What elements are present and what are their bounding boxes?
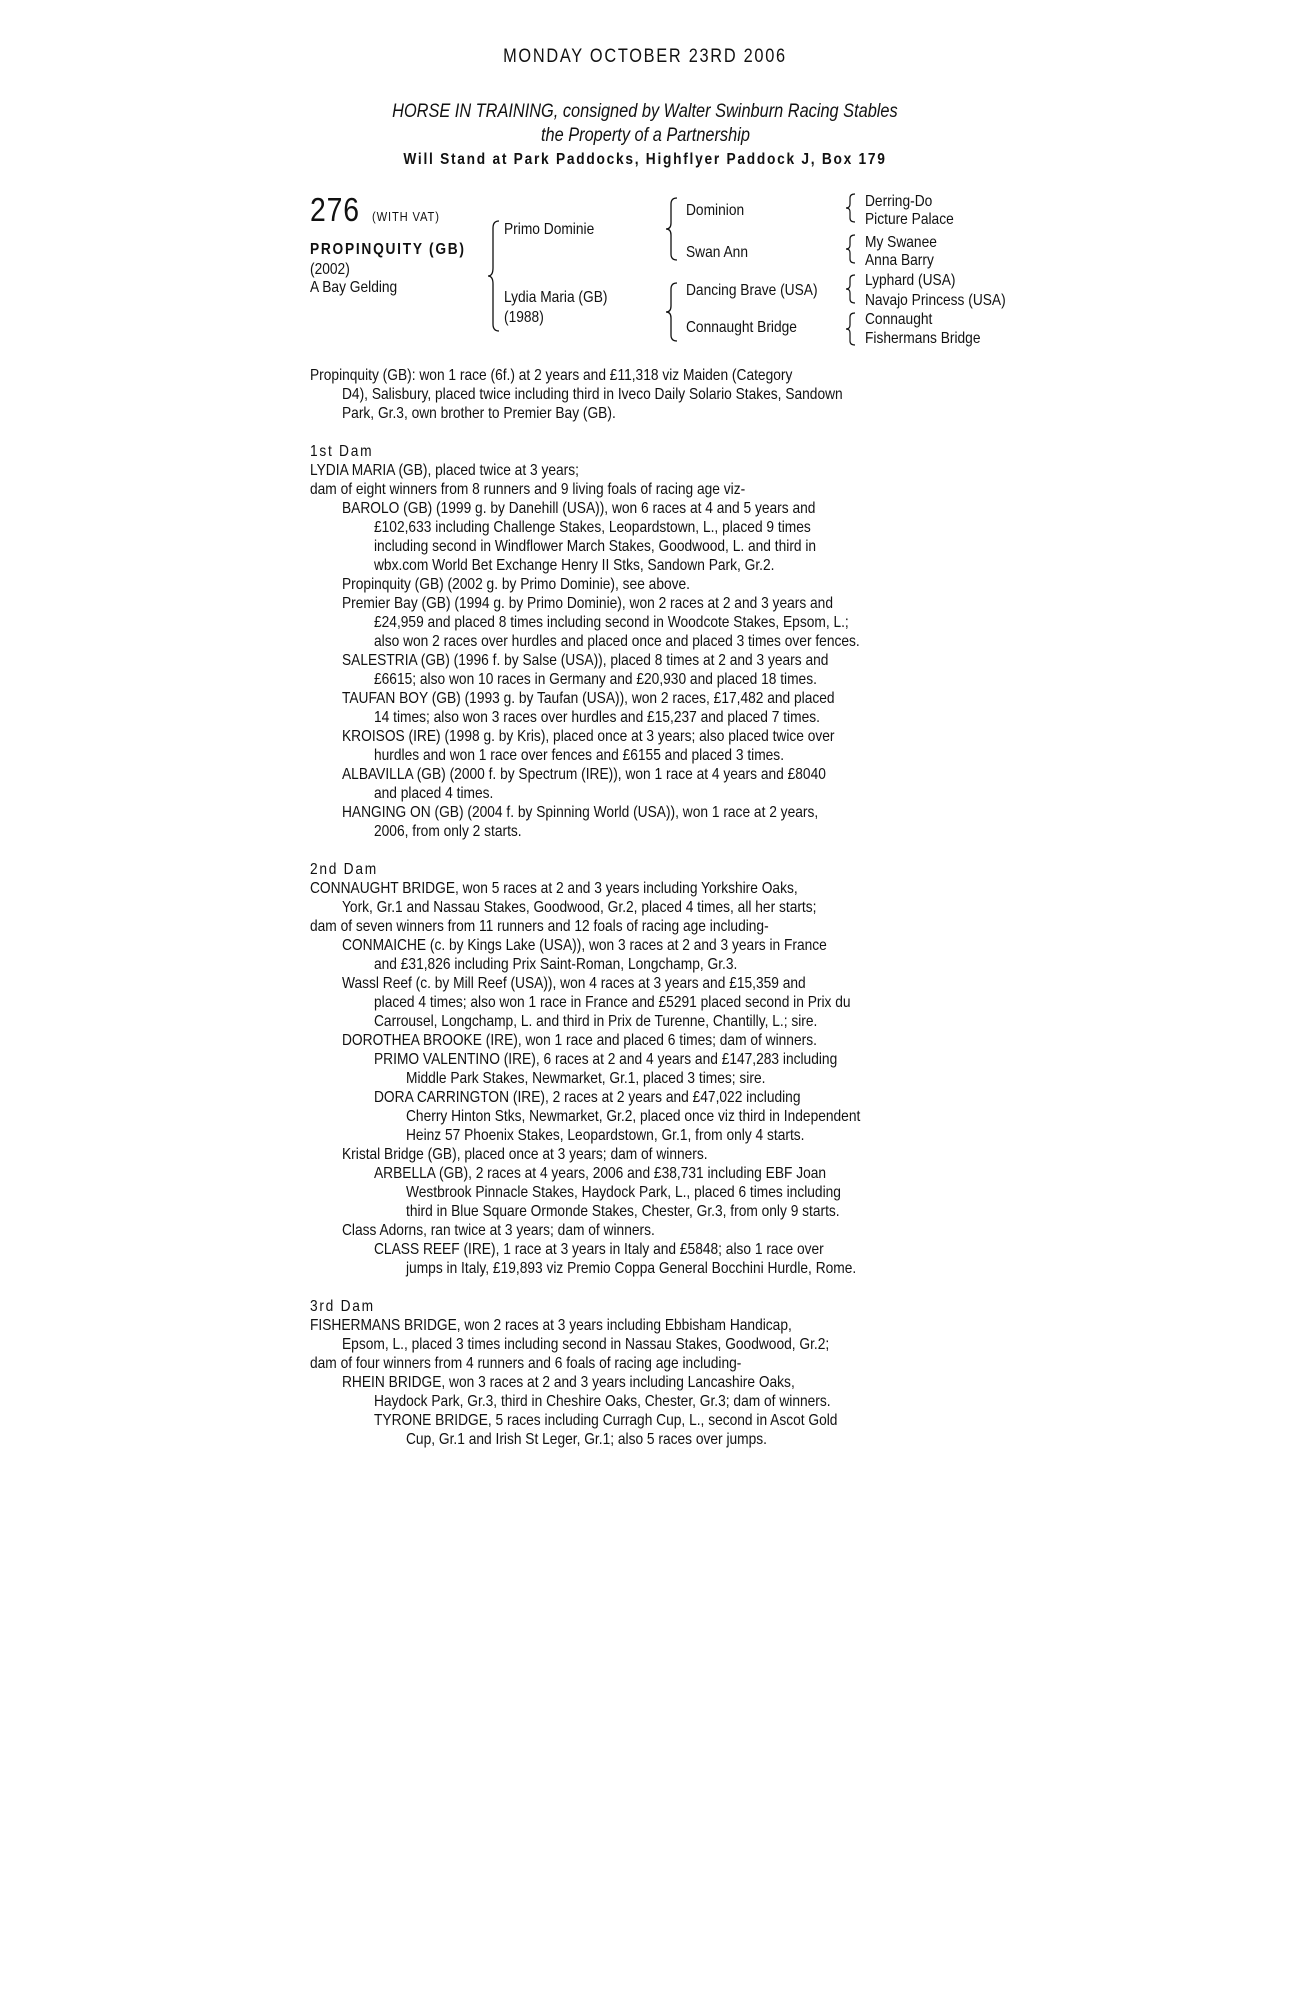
second-dam-line: PRIMO VALENTINO (IRE), 6 races at 2 and 4 years and £147,283 including	[374, 1051, 838, 1068]
pedigree-dss: Lyphard (USA)	[865, 272, 956, 289]
pedigree-dam-dam: Connaught Bridge	[686, 319, 797, 336]
second-dam-line: CLASS REEF (IRE), 1 race at 3 years in Italy and £5848; also 1 race over	[374, 1241, 824, 1258]
third-dam-line: dam of four winners from 4 runners and 6 foals of racing age including-	[310, 1355, 742, 1372]
second-dam-line: third in Blue Square Ormonde Stakes, Chester, Gr.3, from only 9 starts.	[406, 1203, 840, 1220]
third-dam-line: Haydock Park, Gr.3, third in Cheshire Oaks, Chester, Gr.3; dam of winners.	[374, 1393, 831, 1410]
first-dam-line: Premier Bay (GB) (1994 g. by Primo Dominie), won 2 races at 2 and 3 years and	[342, 595, 833, 612]
second-dam-line: ARBELLA (GB), 2 races at 4 years, 2006 and £38,731 including EBF Joan	[374, 1165, 827, 1182]
pedigree-ssd: Picture Palace	[865, 211, 954, 228]
pedigree-sds: My Swanee	[865, 234, 937, 251]
pedigree-brace-sd	[845, 234, 857, 264]
first-dam-line: 14 times; also won 3 races over hurdles and £15,237 and placed 7 times.	[374, 709, 820, 726]
second-dam-line: Wassl Reef (c. by Mill Reef (USA)), won 4 races at 3 years and £15,359 and	[342, 975, 806, 992]
first-dam-line: ALBAVILLA (GB) (2000 f. by Spectrum (IRE)), won 1 race at 4 years and £8040	[342, 766, 826, 783]
first-dam-heading: 1st Dam	[310, 443, 374, 460]
third-dam-line: TYRONE BRIDGE, 5 races including Curragh Cup, L., second in Ascot Gold	[374, 1412, 838, 1429]
vat-note: (WITH VAT)	[372, 209, 440, 224]
location-line: Will Stand at Park Paddocks, Highflyer Paddock J, Box 179	[403, 151, 887, 168]
pedigree-sdd: Anna Barry	[865, 252, 934, 269]
third-dam-line: Epsom, L., placed 3 times including second in Nassau Stakes, Goodwood, Gr.2;	[342, 1336, 830, 1353]
pedigree-dam-sire: Dancing Brave (USA)	[686, 282, 818, 299]
pedigree-brace-ds	[845, 274, 857, 304]
pedigree-sire-sire: Dominion	[686, 202, 745, 219]
first-dam-line: dam of eight winners from 8 runners and 9 living foals of racing age viz-	[310, 481, 746, 498]
first-dam-line: KROISOS (IRE) (1998 g. by Kris), placed once at 3 years; also placed twice over	[342, 728, 835, 745]
first-dam-line: 2006, from only 2 starts.	[374, 823, 522, 840]
first-dam-line: BAROLO (GB) (1999 g. by Danehill (USA)), won 6 races at 4 and 5 years and	[342, 500, 816, 517]
second-dam-line: Middle Park Stakes, Newmarket, Gr.1, placed 3 times; sire.	[406, 1070, 766, 1087]
second-dam-line: CONMAICHE (c. by Kings Lake (USA)), won 3 races at 2 and 3 years in France	[342, 937, 827, 954]
second-dam-line: Class Adorns, ran twice at 3 years; dam of winners.	[342, 1222, 655, 1239]
pedigree-sss: Derring-Do	[865, 193, 933, 210]
second-dam-line: dam of seven winners from 11 runners and 12 foals of racing age including-	[310, 918, 769, 935]
first-dam-line: including second in Windflower March Stakes, Goodwood, L. and third in	[374, 538, 817, 555]
second-dam-line: DOROTHEA BROOKE (IRE), won 1 race and placed 6 times; dam of winners.	[342, 1032, 817, 1049]
horse-year: (2002)	[310, 261, 350, 278]
third-dam-line: RHEIN BRIDGE, won 3 races at 2 and 3 years including Lancashire Oaks,	[342, 1374, 795, 1391]
first-dam-line: SALESTRIA (GB) (1996 f. by Salse (USA)), placed 8 times at 2 and 3 years and	[342, 652, 829, 669]
consignor-line: HORSE IN TRAINING, consigned by Walter Swinburn Racing Stables	[392, 101, 898, 122]
first-dam-line: £6615; also won 10 races in Germany and £20,930 and placed 18 times.	[374, 671, 817, 688]
first-dam-line: hurdles and won 1 race over fences and £6155 and placed 3 times.	[374, 747, 785, 764]
first-dam-line: £102,633 including Challenge Stakes, Leopardstown, L., placed 9 times	[374, 519, 811, 536]
horse-description: A Bay Gelding	[310, 279, 398, 296]
second-dam-line: York, Gr.1 and Nassau Stakes, Goodwood, Gr.2, placed 4 times, all her starts;	[342, 899, 817, 916]
third-dam-line: Cup, Gr.1 and Irish St Leger, Gr.1; also 5 races over jumps.	[406, 1431, 767, 1448]
second-dam-line: Westbrook Pinnacle Stakes, Haydock Park, L., placed 6 times including	[406, 1184, 841, 1201]
pedigree-brace-dd	[845, 312, 857, 346]
pedigree-dam-year: (1988)	[504, 309, 544, 326]
second-dam-line: Kristal Bridge (GB), placed once at 3 years; dam of winners.	[342, 1146, 708, 1163]
pedigree-dam: Lydia Maria (GB)	[504, 289, 608, 306]
pedigree-brace-dam	[665, 282, 679, 342]
sale-date: MONDAY OCTOBER 23RD 2006	[503, 46, 787, 67]
lot-number: 276	[310, 191, 360, 228]
pedigree-brace-ss	[845, 193, 857, 223]
second-dam-line: Cherry Hinton Stks, Newmarket, Gr.2, placed once viz third in Independent	[406, 1108, 861, 1125]
second-dam-heading: 2nd Dam	[310, 861, 378, 878]
horse-name: PROPINQUITY (GB)	[310, 241, 466, 258]
second-dam-line: CONNAUGHT BRIDGE, won 5 races at 2 and 3 years including Yorkshire Oaks,	[310, 880, 798, 897]
first-dam-line: and placed 4 times.	[374, 785, 494, 802]
third-dam-line: FISHERMANS BRIDGE, won 2 races at 3 years including Ebbisham Handicap,	[310, 1317, 792, 1334]
first-dam-line: Propinquity (GB) (2002 g. by Primo Dominie), see above.	[342, 576, 690, 593]
intro-line: D4), Salisbury, placed twice including third in Iveco Daily Solario Stakes, Sandown	[342, 386, 843, 403]
pedigree-brace-sire	[665, 197, 679, 261]
first-dam-line: also won 2 races over hurdles and placed once and placed 3 times over fences.	[374, 633, 860, 650]
second-dam-line: jumps in Italy, £19,893 viz Premio Coppa General Bocchini Hurdle, Rome.	[406, 1260, 857, 1277]
pedigree-sire-dam: Swan Ann	[686, 244, 748, 261]
third-dam-heading: 3rd Dam	[310, 1298, 375, 1315]
first-dam-line: TAUFAN BOY (GB) (1993 g. by Taufan (USA)), won 2 races, £17,482 and placed	[342, 690, 835, 707]
first-dam-line: LYDIA MARIA (GB), placed twice at 3 years;	[310, 462, 579, 479]
second-dam-line: DORA CARRINGTON (IRE), 2 races at 2 years and £47,022 including	[374, 1089, 801, 1106]
second-dam-line: Heinz 57 Phoenix Stakes, Leopardstown, Gr.1, from only 4 starts.	[406, 1127, 805, 1144]
second-dam-line: Carrousel, Longchamp, L. and third in Prix de Turenne, Chantilly, L.; sire.	[374, 1013, 818, 1030]
intro-line: Propinquity (GB): won 1 race (6f.) at 2 years and £11,318 viz Maiden (Category	[310, 367, 793, 384]
first-dam-line: HANGING ON (GB) (2004 f. by Spinning World (USA)), won 1 race at 2 years,	[342, 804, 819, 821]
pedigree-brace-main	[487, 220, 501, 332]
pedigree-ddd: Fishermans Bridge	[865, 330, 981, 347]
first-dam-line: wbx.com World Bet Exchange Henry II Stks, Sandown Park, Gr.2.	[374, 557, 775, 574]
second-dam-line: placed 4 times; also won 1 race in France and £5291 placed second in Prix du	[374, 994, 851, 1011]
pedigree-dsd: Navajo Princess (USA)	[865, 292, 1006, 309]
pedigree-dds: Connaught	[865, 311, 933, 328]
intro-line: Park, Gr.3, own brother to Premier Bay (GB).	[342, 405, 616, 422]
second-dam-line: and £31,826 including Prix Saint-Roman, Longchamp, Gr.3.	[374, 956, 738, 973]
pedigree-sire: Primo Dominie	[504, 221, 595, 238]
property-line: the Property of a Partnership	[540, 125, 750, 146]
first-dam-line: £24,959 and placed 8 times including second in Woodcote Stakes, Epsom, L.;	[374, 614, 849, 631]
